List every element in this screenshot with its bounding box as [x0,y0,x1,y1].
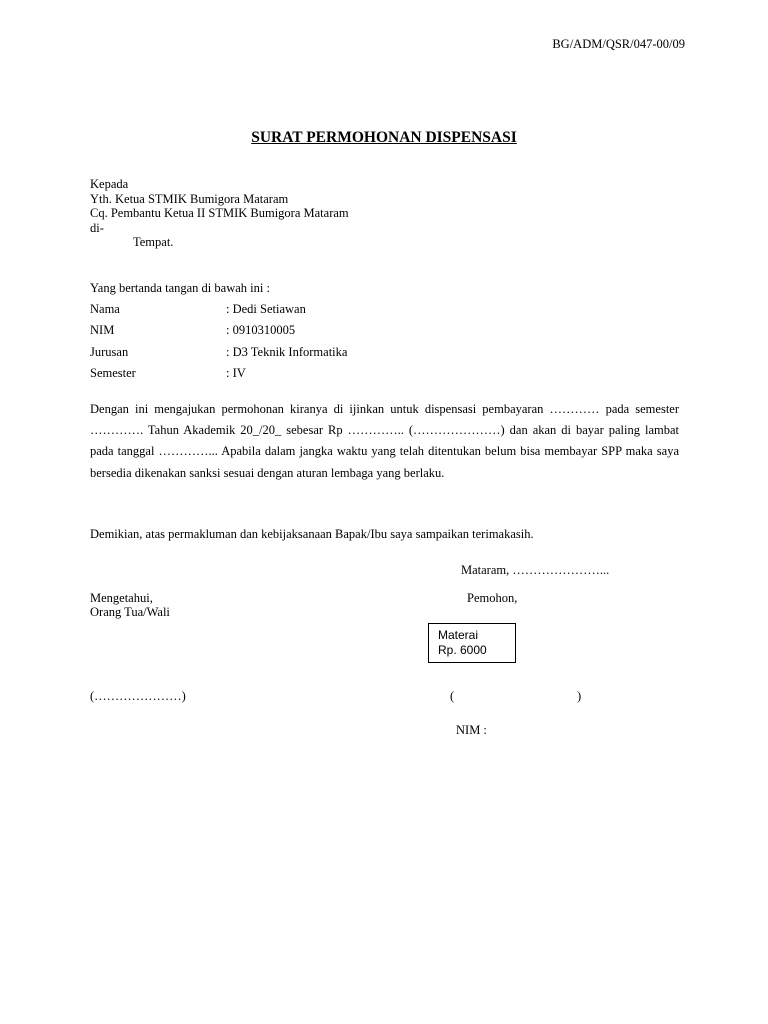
place-date: Mataram, …………………... [461,563,610,577]
identity-value: : IV [226,366,246,380]
stamp-label: Materai [438,628,479,642]
address-line-1: Yth. Ketua STMIK Bumigora Mataram [90,191,289,206]
address-to: Kepada [90,177,129,191]
document-code: BG/ADM/QSR/047-00/09 [552,37,685,51]
identity-label: Jurusan [90,345,129,359]
identity-value: : Dedi Setiawan [226,302,306,316]
guardian-signature-line: (…………………) [90,689,186,703]
page-title: SURAT PERMOHONAN DISPENSASI [251,129,517,146]
identity-row-name [90,302,490,316]
identity-label: Nama [90,302,120,316]
knowing-label: Mengetahui, [90,591,153,605]
identity-label: NIM [90,323,115,337]
address-line-2: Cq. Pembantu Ketua II STMIK Bumigora Mataram [90,206,349,220]
identity-row-major [90,345,490,359]
identity-label: Semester [90,366,136,380]
identity-value: : 0910310005 [226,323,296,337]
applicant-signature-close: ) [577,689,582,703]
closing-text: Demikian, atas permakluman dan kebijaksanaan Bapak/Ibu saya sampaikan terimakasih. [90,527,534,541]
guardian-label: Orang Tua/Wali [90,605,170,619]
stamp-duty-box [428,623,516,663]
identity-value: : D3 Teknik Informatika [226,345,348,359]
identity-row-nim [90,323,490,337]
intro-text: Yang bertanda tangan di bawah ini : [90,281,270,295]
identity-row-semester [90,366,490,380]
applicant-label: Pemohon, [467,591,518,605]
address-line-3: di- [90,220,104,235]
applicant-nim-label: NIM : [456,723,487,737]
body-paragraph: Dengan ini mengajukan permohonan kiranya di ijinkan untuk dispensasi pembayaran ………… pada semester …………. Tahun Akademik 20_/20_ sebesar Rp ………….. (…………………) dan akan di bayar paling lambat pada tanggal …………... Apabila dalam jangka waktu yang telah ditentukan belum bisa membayar SPP maka saya bersedia dikenakan sanksi sesuai dengan aturan lembaga yang berlaku. [90,402,679,480]
stamp-amount: Rp. 6000 [438,643,487,657]
address-place: Tempat. [133,235,174,249]
applicant-signature-open: ( [450,689,455,703]
recipient-address [90,177,349,250]
